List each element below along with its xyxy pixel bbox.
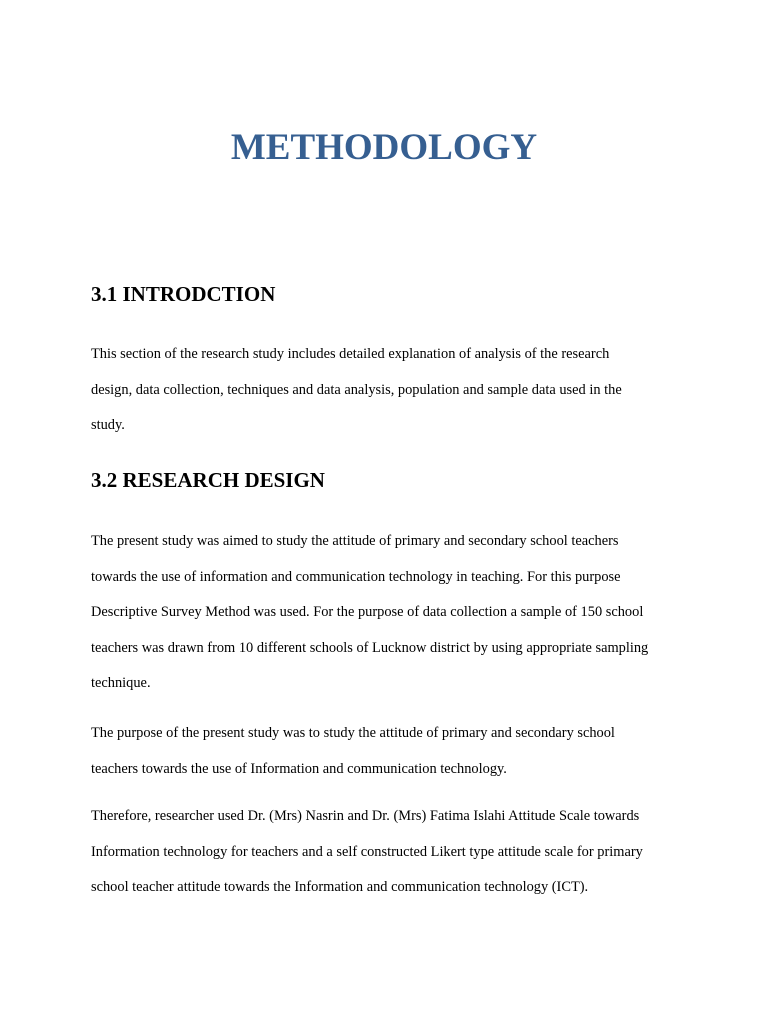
paragraph-line: study. (91, 417, 125, 433)
research-design-paragraph-2 (91, 716, 691, 787)
paragraph-line: towards the use of information and communication technology in teaching. For this purpose (91, 568, 621, 585)
introduction-paragraph (91, 337, 691, 444)
paragraph-line: This section of the research study includes detailed explanation of analysis of the research (91, 346, 610, 362)
paragraph-line: teachers towards the use of Information and communication technology. (91, 760, 507, 777)
paragraph-line: Information technology for teachers and a self constructed Likert type attitude scale for primary (91, 843, 643, 860)
paragraph-line: Therefore, researcher used Dr. (Mrs) Nasrin and Dr. (Mrs) Fatima Islahi Attitude Scale towards (91, 808, 640, 824)
paragraph-line: Descriptive Survey Method was used. For the purpose of data collection a sample of 150 school (91, 604, 644, 620)
research-design-paragraph-3 (91, 799, 691, 906)
paragraph-line: design, data collection, techniques and data analysis, population and sample data used in the (91, 381, 622, 398)
paragraph-line: teachers was drawn from 10 different schools of Lucknow district by using appropriate sampling (91, 639, 649, 656)
paragraph-line: school teacher attitude towards the Information and communication technology (ICT). (91, 879, 589, 895)
paragraph-line: technique. (91, 675, 151, 691)
page-title: METHODOLOGY (230, 127, 538, 168)
research-design-paragraph-1 (91, 524, 691, 702)
section-heading-introduction: 3.1 INTRODCTION (91, 282, 276, 306)
section-heading-research-design: 3.2 RESEARCH DESIGN (91, 468, 325, 492)
paragraph-line: The present study was aimed to study the attitude of primary and secondary school teachers (91, 533, 619, 549)
paragraph-line: The purpose of the present study was to study the attitude of primary and secondary school (91, 725, 615, 741)
